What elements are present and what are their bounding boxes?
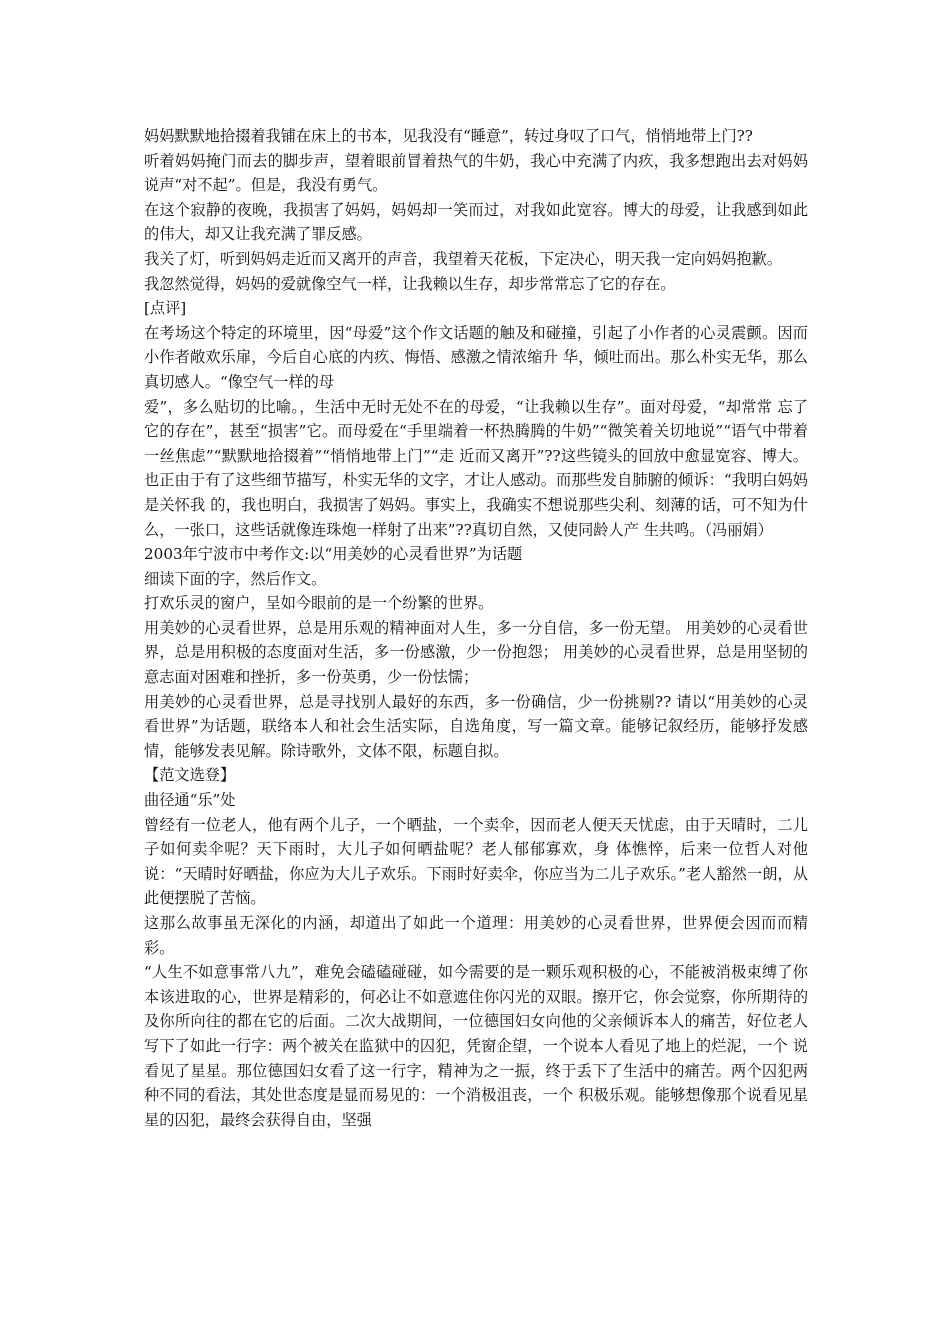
paragraph: 我忽然觉得，妈妈的爱就像空气一样，让我赖以生存，却步常常忘了它的存在。 xyxy=(144,274,676,293)
essay-title: 曲径通“乐”处 xyxy=(144,791,236,810)
paragraph: 打欢乐灵的窗户，呈如今眼前的是一个纷繁的世界。 xyxy=(144,594,494,613)
paragraph: 在这个寂静的夜晚，我损害了妈妈，妈妈却一笑而过，对我如此宽容。博大的母爱，让我感到如此的伟大，却又让我充满了罪反感。 xyxy=(144,200,808,244)
paragraph: 细读下面的字，然后作文。 xyxy=(144,569,327,588)
sample-essay-heading: 【范文选登】 xyxy=(144,766,236,785)
document-body xyxy=(144,124,808,1132)
paragraph: 用美妙的心灵看世界，总是寻找别人最好的东西，多一份确信，少一份挑剔?? 请以“用美妙的心灵看世界”为话题，联络本人和社会生活实际，自选角度，写一篇文章。能够记叙经历，能够抒发感情，能够发表见解。除诗歌外，文体不限，标题自拟。 xyxy=(144,692,808,760)
paragraph: “人生不如意事常八九”，难免会磕磕碰碰，如今需要的是一颗乐观积极的心，不能被消极束缚了你本该进取的心，世界是精彩的，何必让不如意遮住你闪光的双眼。擦开它，你会觉察，你所期待的及你所向往的都在它的后面。二次大战期间，一位德国妇女向他的父亲倾诉本人的痛苦，好位老人写下了如此一行字：两个被关在监狱中的囚犯，凭窗企望，一个说本人看见了地上的烂泥，一个 说看见了星星。那位德国妇女看了这一行字，精神为之一振，终于丢下了生活中的痛苦。两个囚犯两种不同的看法，其处世态度是显而易见的：一个消极沮丧，一个 积极乐观。能够想像那个说看见星星的囚犯，最终会获得自由，坚强 xyxy=(144,963,808,1129)
paragraph: 听着妈妈掩门而去的脚步声，望着眼前冒着热气的牛奶，我心中充满了内疚，我多想跑出去对妈妈说声“对不起”。但是，我没有勇气。 xyxy=(144,151,808,195)
comment-heading: [点评] xyxy=(144,299,187,318)
paragraph: 这那么故事虽无深化的内涵，却道出了如此一个道理：用美妙的心灵看世界，世界便会因而而精彩。 xyxy=(144,914,808,957)
paragraph: 用美妙的心灵看世界，总是用乐观的精神面对人生，多一分自信，多一份无望。 用美妙的心灵看世界，总是用积极的态度面对生活，多一份感激，少一份抱怨； 用美妙的心灵看世界，总是用坚韧的意志面对困难和挫折，多一份英勇，少一份怯懦； xyxy=(144,618,808,687)
paragraph: 我关了灯，听到妈妈走近而又离开的声音，我望着天花板，下定决心，明天我一定向妈妈抱歉。 xyxy=(144,249,782,268)
exam-topic-title: 2003年宁波市中考作文:以“用美妙的心灵看世界”为话题 xyxy=(144,545,523,564)
paragraph: 曾经有一位老人，他有两个儿子，一个晒盐，一个卖伞，因而老人便天天忧虑，由于天晴时，二儿子如何卖伞呢？天下雨时，大儿子如何晒盐呢？老人郁郁寡欢，身 体憔悴，后来一位哲人对他说：“天晴时好晒盐，你应为大儿子欢乐。下雨时好卖伞，你应当为二儿子欢乐。”老人豁然一朗，从此便摆脱了苦恼。 xyxy=(144,815,808,908)
paragraph: 在考场这个特定的环境里，因“母爱”这个作文话题的触及和碰撞，引起了小作者的心灵震颤。因而小作者敞欢乐扉，今后自心底的内疚、悔悟、感激之情浓缩升 华，倾吐而出。那么朴实无华，那么真切感人。“像空气一样的母 xyxy=(144,323,808,391)
paragraph: 爱”，多么贴切的比喻。，生活中无时无处不在的母爱，“让我赖以生存”。面对母爱，“却常常 忘了它的存在”，甚至“损害”它。而母爱在“手里端着一杯热腾腾的牛奶”“微笑着关切地说”“语气中带着一丝焦虑”“默默地拾掇着”“悄悄地带上门”“走 近而又离开”??这些镜头的回放中愈显宽容、博大。也正由于有了这些细节描写，朴实无华的文字，才让人感动。而那些发自肺腑的倾诉：“我明白妈妈是关怀我 的，我也明白，我损害了妈妈。事实上，我确实不想说那些尖利、刻薄的话，可不知为什么，一张口，这些话就像连珠炮一样射了出来”??真切自然，又使同龄人产 生共鸣。（冯丽娟） xyxy=(144,397,808,539)
paragraph: 妈妈默默地拾掇着我铺在床上的书本，见我没有“睡意”，转过身叹了口气，悄悄地带上门?? xyxy=(144,127,753,145)
